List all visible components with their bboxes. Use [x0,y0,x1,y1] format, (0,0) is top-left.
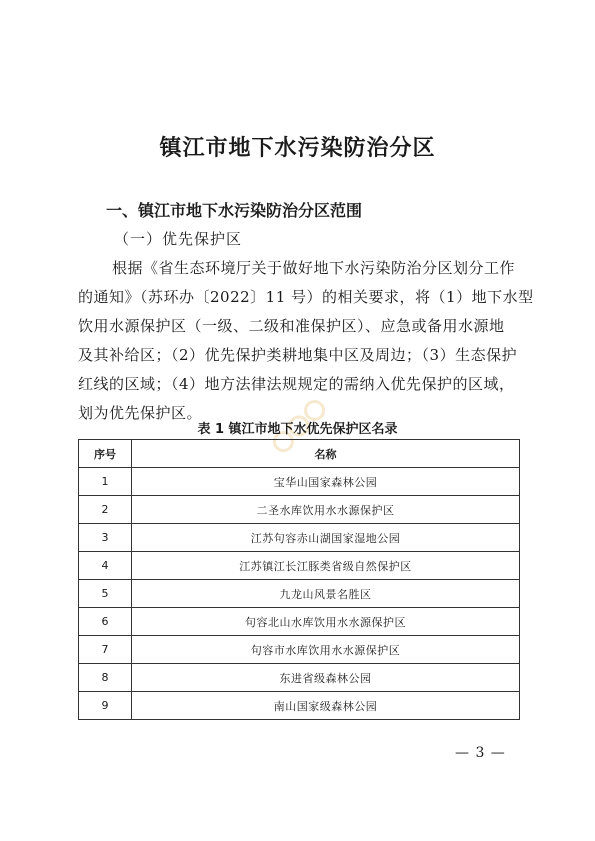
row-number: 6 [79,608,132,636]
sub-heading: （一）优先保护区 [114,230,243,248]
row-number: 2 [79,496,132,524]
table-row [79,636,520,664]
row-number: 9 [79,692,132,720]
row-number: 4 [79,552,132,580]
table-header-row [79,440,520,468]
row-name: 句容北山水库饮用水水源保护区 [132,608,520,636]
table-caption: 表 1 镇江市地下水优先保护区名录 [197,422,398,437]
table-row [79,692,520,720]
row-number: 5 [79,580,132,608]
row-number: 3 [79,524,132,552]
paragraph-line: 红线的区域；（4）地方法律法规规定的需纳入优先保护的区域， [78,375,515,393]
page-number: — 3 — [455,745,506,761]
table-row [79,664,520,692]
paragraph-line: 饮用水源保护区（一级、二级和准保护区）、应急或备用水源地 [78,317,505,335]
column-header-number: 序号 [79,440,132,468]
row-name: 江苏句容赤山湖国家湿地公园 [132,524,520,552]
section-heading: 一、镇江市地下水污染防治分区范围 [106,201,363,220]
row-name: 九龙山风景名胜区 [132,580,520,608]
table-row [79,468,520,496]
paragraph-line: 的通知》（苏环办〔2022〕11 号）的相关要求，将（1）地下水型 [78,288,534,306]
table-row [79,608,520,636]
row-name: 江苏镇江长江豚类省级自然保护区 [132,552,520,580]
column-header-name: 名称 [132,440,520,468]
row-name: 宝华山国家森林公园 [132,468,520,496]
paragraph-line: 划为优先保护区。 [78,404,203,422]
row-name: 句容市水库饮用水水源保护区 [132,636,520,664]
paragraph-line: 根据《省生态环境厅关于做好地下水污染防治分区划分工作 [112,259,516,277]
row-number: 7 [79,636,132,664]
table-row [79,580,520,608]
row-number: 1 [79,468,132,496]
row-name: 南山国家级森林公园 [132,692,520,720]
page-title: 镇江市地下水污染防治分区 [159,135,436,161]
table-row [79,524,520,552]
table-row [79,496,520,524]
protection-zone-table [78,439,520,720]
row-number: 8 [79,664,132,692]
row-name: 二圣水库饮用水水源保护区 [132,496,520,524]
paragraph-line: 及其补给区；（2）优先保护类耕地集中区及周边；（3）生态保护 [78,346,518,364]
table-row [79,552,520,580]
row-name: 东进省级森林公园 [132,664,520,692]
